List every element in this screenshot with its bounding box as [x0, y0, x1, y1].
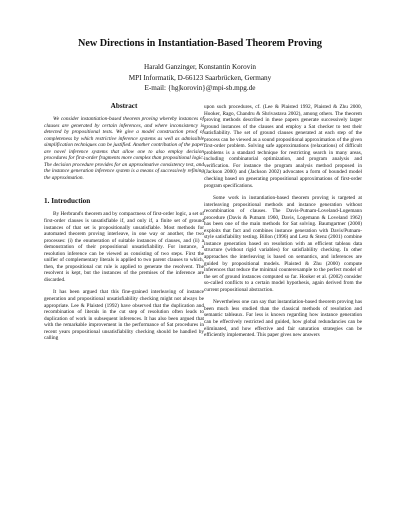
author-names: Harald Ganzinger, Konstantin Korovin: [144, 63, 256, 71]
author-block: [0, 62, 400, 94]
paper-title: New Directions in Instantiation-Based Theorem Proving: [77, 38, 323, 49]
introduction-section: [44, 197, 204, 341]
intro-paragraph-1: By Herbrand's theorem and by compactness of first-order logic, a set of first-order clauses is unsatisfiable if, and only if, a finite set of ground instances of that set is propositionally unsatisfiable. Most methods for automated theorem proving interleave, in one way or another, the two processes: (i) the enumeration of suitable instances of clauses, and (ii) a demonstration of their propositional unsatisfiability. For instance, a resolution inference can be viewed as consisting of two steps. First the unifier of complementary literals is applied to two parent clauses to which, then, the propositional cut rule is applied to generate the resolvent. The resolvent is kept, but the instances of the premises of the inference are discarded.: [44, 211, 204, 283]
left-column: [44, 102, 204, 342]
intro-paragraph-2: It has been argued that this fine-grained interleaving of instance generation and propositional unsatisfiability checking might not always be appropriate. Lee & Plaisted (1992) have observed that the duplication and recombination of literals in the cut step of resolution often leads to duplication of work in subsequent inferences. It has also been argued that with the remarkable improvement in the performance of Sat procedures in recent years propositional unsatisfiability checking should be handled by calling: [44, 289, 204, 342]
abstract-text: We consider instantiation-based theorem proving whereby instances of clauses are generated by certain inferences, and where inconsistency is detected by propositional tests. We give a model construction proof of completeness by which restrictive inference systems as well as admissible simplification techniques can be justified. Another contribution of the paper are novel inference systems that allow one to also employ decision procedures for first-order fragments more complex than propositional logic. The decision procedure provides for an approximative consistency test, and the instance generation inference system is a means of successively refining the approximation.: [44, 116, 204, 181]
right-paragraph-2: Some work in instantiation-based theorem proving is targeted at interleaving propositional methods and instance generation without recombination of clauses. The Davis-Putnam-Loveland-Logemann procedure (Davis & Putnam 1960, Davis, Logemann & Loveland 1962) has been one of the main methods for Sat solving. Baumgartner (2000) exploits that fact and combines instance generation with Davis/Putnam-style satisfiability testing. Billon (1996) and Letz & Stenz (2001) combine instance generation based on resolution with an efficient tableau data structure (without rigid variables) for satisfiability checking. In other approaches the interleaving is based on semantics, and inferences are guided by propositional models. Plaisted & Zhu (2000) compute inferences that reduce the minimal counterexample to the perfect model of the set of ground instances computed so far. Hooker et al. (2002) consider so-called conflicts to a certain model hypothesis, again derived from the current propositional abstraction.: [204, 195, 362, 293]
author-email: E-mail: {hg|korovin}@mpi-sb.mpg.de: [144, 84, 256, 92]
abstract-section: [44, 102, 204, 181]
author-affiliation: MPI Informatik, D-66123 Saarbrücken, Germany: [128, 73, 272, 82]
right-paragraph-3: Nevertheless one can say that instantiation-based theorem proving has been much less studied than the classical methods of resolution and semantic tableaux. Far less is known regarding how instance generation can be effectively restricted and guided, how global redundancies can be eliminated, and how effective and fair saturation strategies can be efficiently implemented. This paper gives new answers: [204, 299, 362, 339]
right-paragraph-1: upon such procedures, cf. (Lee & Plaisted 1992, Plaisted & Zhu 2000, Hooker, Rago, Chandru & Shrivastava 2002), among others. The theorem proving methods described in these papers generate successively larger ground instances of the clauses and employ a Sat checker to test their satisfiability. The set of ground clauses generated at each step of the process can be viewed as a sound propositional approximation of the given first-order problem. Solving safe approximations (relaxations) of difficult problems is a standard technique for restricting search in many areas, including combinatorial optimization, and program analysis and verification. For instance the program analysis method proposed in (Jackson 2000) and (Jackson 2002) advocates a form of bounded model checking based on generating propositional approximations of first-order program specifications.: [204, 104, 362, 189]
right-column: [204, 104, 362, 339]
introduction-heading: 1. Introduction: [44, 197, 91, 206]
abstract-heading: Abstract: [110, 102, 138, 110]
